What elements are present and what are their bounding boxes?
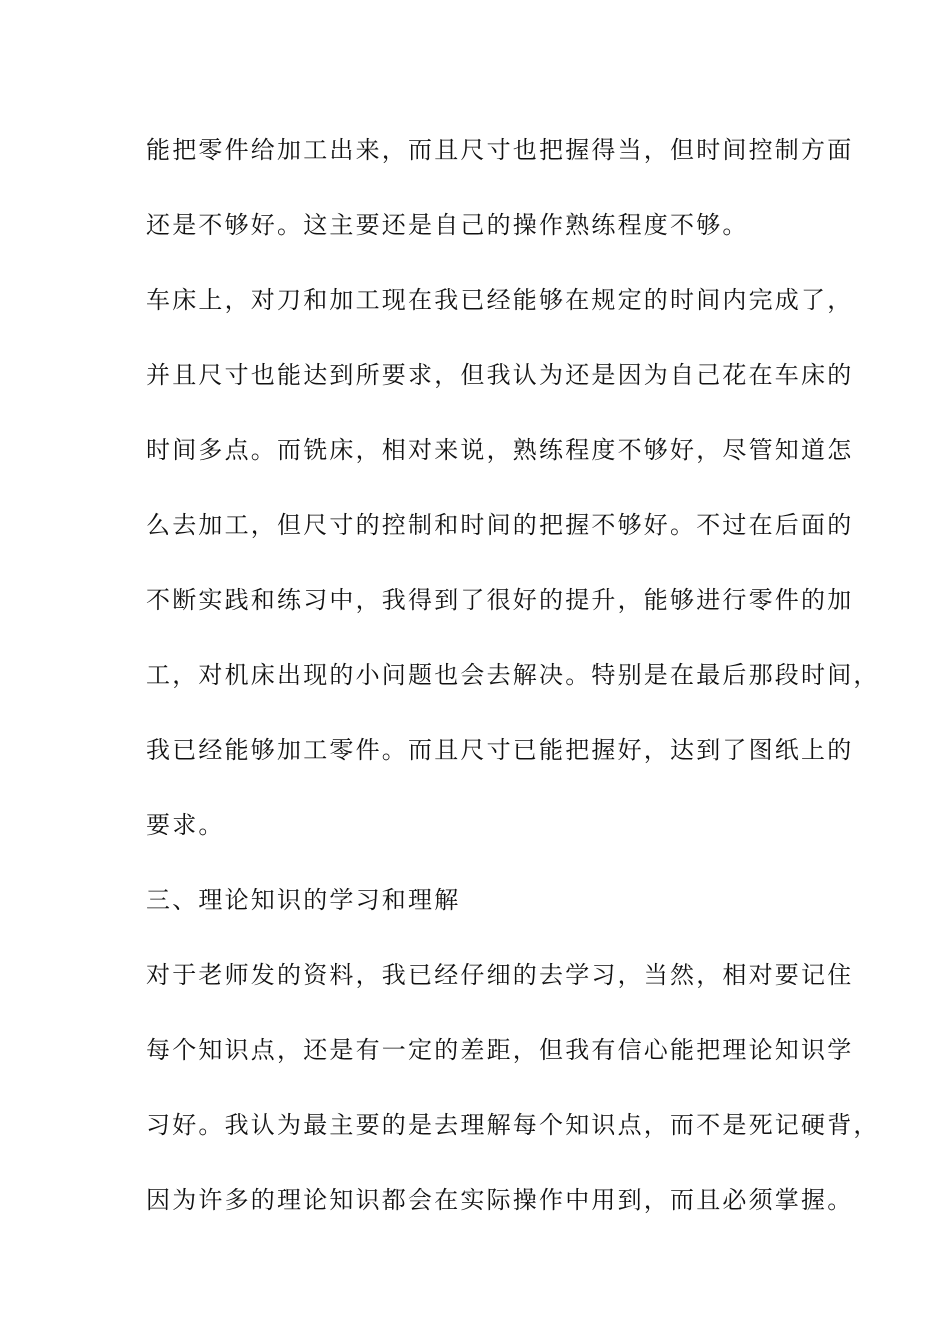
paragraph-line: 工，对机床出现的小问题也会去解决。特别是在最后那段时间， bbox=[146, 661, 880, 689]
section-heading: 三、理论知识的学习和理解 bbox=[146, 886, 461, 914]
paragraph-line: 因为许多的理论知识都会在实际操作中用到，而且必须掌握。 bbox=[146, 1186, 854, 1214]
paragraph-line: 还是不够好。这主要还是自己的操作熟练程度不够。 bbox=[146, 211, 749, 239]
paragraph-line: 习好。我认为最主要的是去理解每个知识点，而不是死记硬背， bbox=[146, 1111, 880, 1139]
paragraph-line: 时间多点。而铣床，相对来说，熟练程度不够好，尽管知道怎 bbox=[146, 436, 854, 464]
paragraph-line: 并且尺寸也能达到所要求，但我认为还是因为自己花在车床的 bbox=[146, 361, 854, 389]
paragraph-line: 要求。 bbox=[146, 811, 225, 839]
paragraph-line: 能把零件给加工出来，而且尺寸也把握得当，但时间控制方面 bbox=[146, 136, 854, 164]
paragraph-line: 么去加工，但尺寸的控制和时间的把握不够好。不过在后面的 bbox=[146, 511, 854, 539]
paragraph-line: 车床上，对刀和加工现在我已经能够在规定的时间内完成了， bbox=[146, 286, 854, 314]
paragraph-line: 不断实践和练习中，我得到了很好的提升，能够进行零件的加 bbox=[146, 586, 854, 614]
paragraph-line: 对于老师发的资料，我已经仔细的去学习，当然，相对要记住 bbox=[146, 961, 854, 989]
paragraph-line: 我已经能够加工零件。而且尺寸已能把握好，达到了图纸上的 bbox=[146, 736, 854, 764]
paragraph-line: 每个知识点，还是有一定的差距，但我有信心能把理论知识学 bbox=[146, 1036, 854, 1064]
